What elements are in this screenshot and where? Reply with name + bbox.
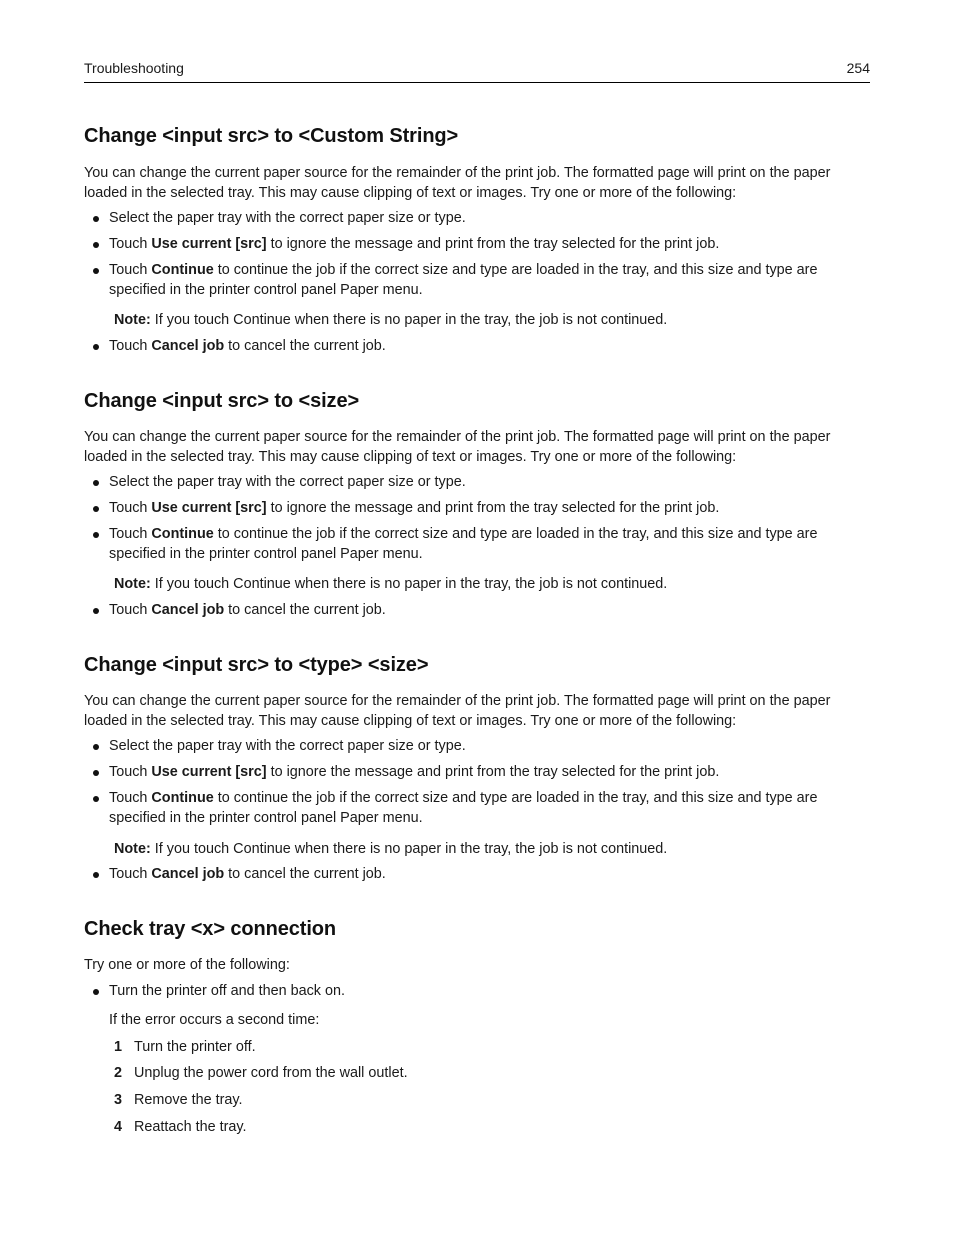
- bullet-icon: [93, 268, 99, 274]
- note: Note: If you touch Continue when there is no paper in the tray, the job is not continued.: [114, 841, 668, 857]
- bullet-icon: [93, 796, 99, 802]
- bullet-icon: [93, 872, 99, 878]
- section-intro: You can change the current paper source for the remainder of the print job. The formatted page will print on the paper loaded in the selected tray. This may cause clipping of text or images. Try one or more of the following:: [84, 429, 831, 465]
- bullet-icon: [93, 770, 99, 776]
- section-heading: Change <input src> to <Custom String>: [84, 125, 459, 147]
- bullet-icon: [93, 989, 99, 995]
- section-intro: You can change the current paper source for the remainder of the print job. The formatted page will print on the paper loaded in the selected tray. This may cause clipping of text or images. Try one or more of the following:: [84, 693, 831, 729]
- bullet-icon: [93, 506, 99, 512]
- bullet-icon: [93, 480, 99, 486]
- section-heading: Change <input src> to <size>: [84, 390, 360, 412]
- bullet-icon: [93, 744, 99, 750]
- page-header: [84, 60, 870, 83]
- bullet-icon: [93, 532, 99, 538]
- section-heading: Change <input src> to <type> <size>: [84, 654, 429, 676]
- section-intro: Try one or more of the following:: [84, 957, 290, 973]
- header-section-title: Troubleshooting: [84, 60, 184, 76]
- section-heading: Check tray <x> connection: [84, 918, 337, 940]
- bullet-icon: [93, 608, 99, 614]
- section-intro: You can change the current paper source for the remainder of the print job. The formatted page will print on the paper loaded in the selected tray. This may cause clipping of text or images. Try one or more of the following:: [84, 165, 831, 201]
- note: Note: If you touch Continue when there is no paper in the tray, the job is not continued.: [114, 312, 668, 328]
- sub-intro: If the error occurs a second time:: [109, 1012, 320, 1028]
- note: Note: If you touch Continue when there is no paper in the tray, the job is not continued.: [114, 576, 668, 592]
- bullet-icon: [93, 344, 99, 350]
- page-number: 254: [846, 60, 870, 76]
- bullet-icon: [93, 216, 99, 222]
- bullet-icon: [93, 242, 99, 248]
